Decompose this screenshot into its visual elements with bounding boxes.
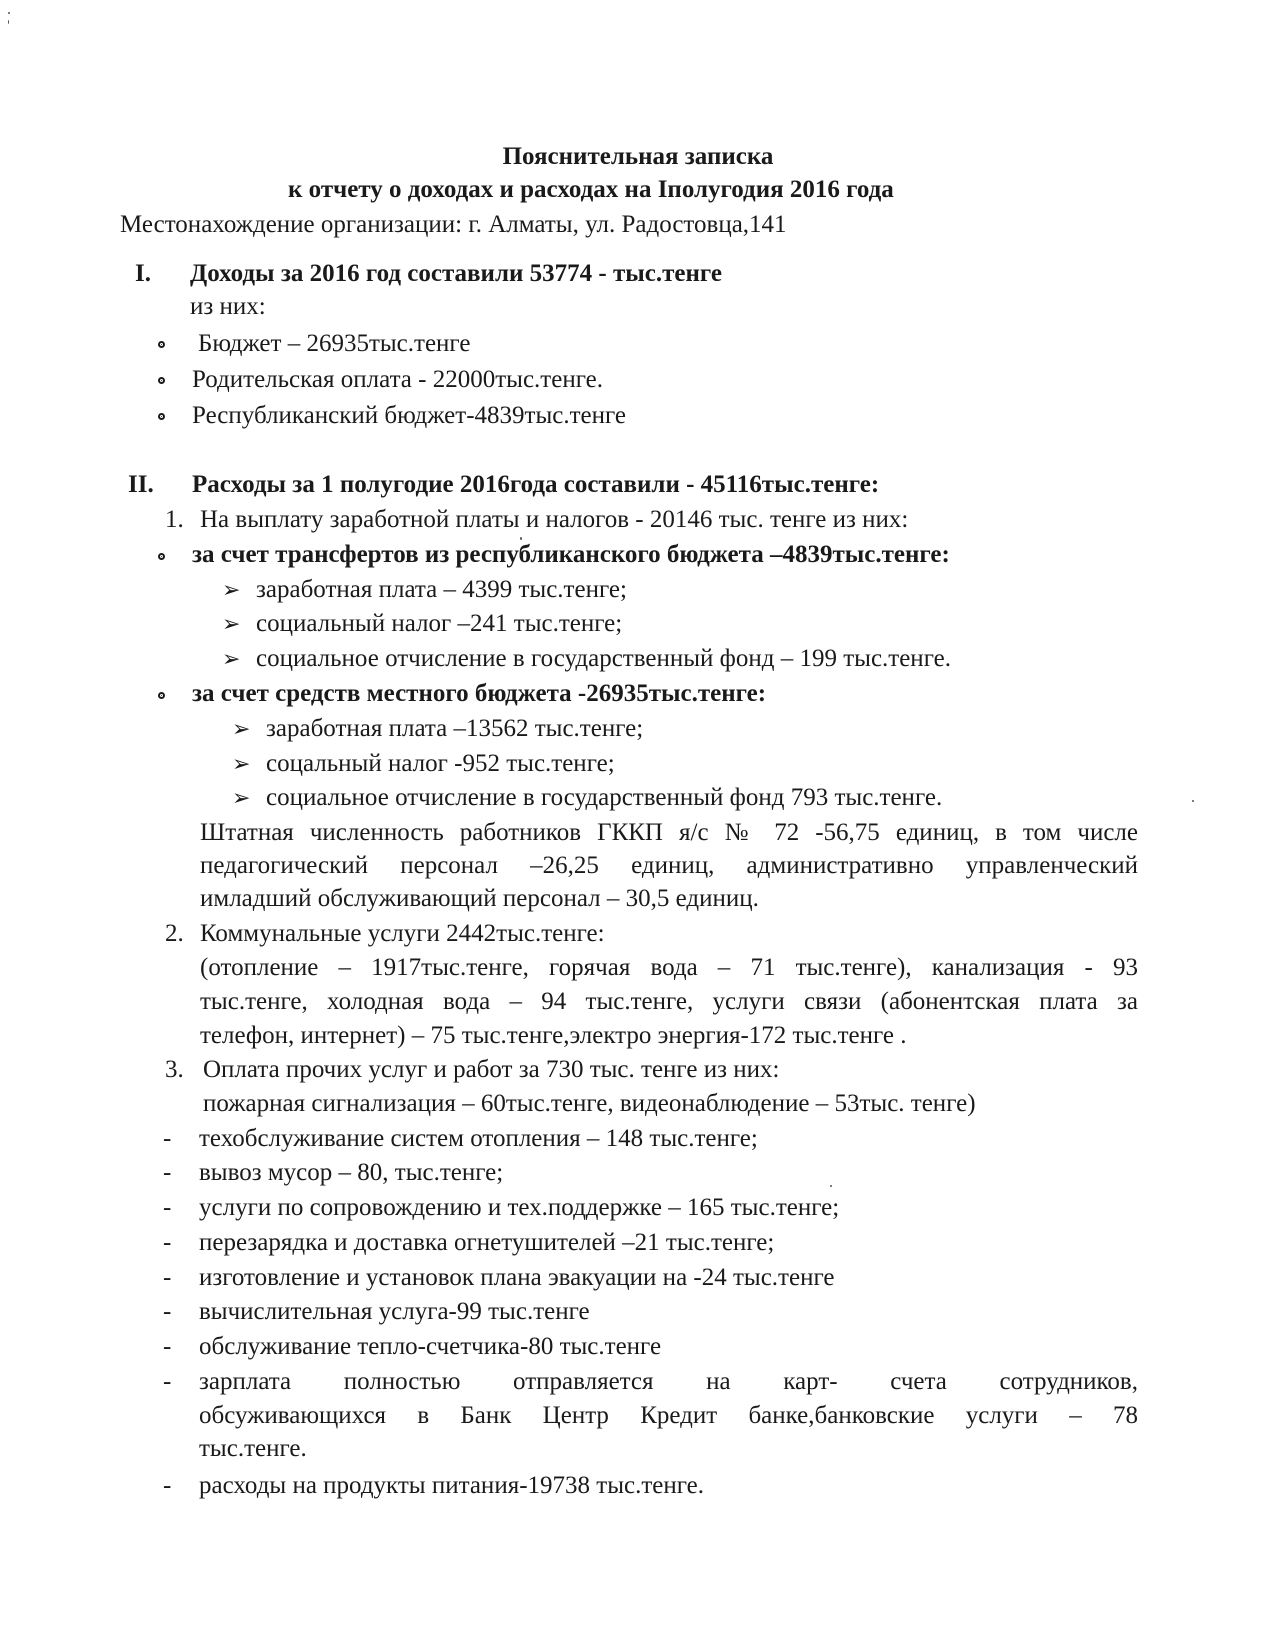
dash-bullet: - [163, 1472, 172, 1499]
circle-bullet-icon [158, 553, 165, 560]
dash-bullet: - [163, 1333, 172, 1360]
local-item: соцальный налог -952 тыс.тенге; [266, 750, 615, 777]
utilities-line: (отопление – 1917тыс.тенге, горячая вода – 71 тыс.тенге), канализация - 93 [200, 954, 1138, 981]
service-item: перезарядка и доставка огнетушителей –21 тыс.тенге; [199, 1229, 775, 1256]
section2-number: II. [128, 471, 154, 498]
salary-line: зарплата полностью отправляется на карт- счета сотрудников, [199, 1368, 1138, 1395]
point2-text: Коммунальные услуги 2442тыс.тенге: [200, 920, 605, 947]
point1-text: На выплату заработной платы и налогов - 20146 тыс. тенге из них: [200, 506, 909, 533]
point2-number: 2. [165, 920, 184, 947]
staff-line: имладший обслуживающий персонал – 30,5 единиц. [200, 885, 759, 912]
service-item: техобслуживание систем отопления – 148 тыс.тенге; [199, 1125, 758, 1152]
food-expense-item: расходы на продукты питания-19738 тыс.тенге. [199, 1472, 705, 1499]
arrow-bullet-icon: ➢ [232, 716, 251, 741]
salary-line: обсуживающихся в Банк Центр Кредит банке,банковские услуги – 78 [199, 1402, 1138, 1429]
location-line: Местонахождение организации: г. Алматы, ул. Радостовца,141 [120, 211, 787, 238]
income-item: Бюджет – 26935тыс.тенге [198, 330, 471, 357]
point1-number: 1. [165, 506, 184, 533]
local-heading: за счет средств местного бюджета -26935тыс.тенге: [192, 680, 767, 707]
service-item: изготовление и установок плана эвакуации на -24 тыс.тенге [199, 1264, 835, 1291]
dash-bullet: - [163, 1229, 172, 1256]
local-item: заработная плата –13562 тыс.тенге; [266, 715, 644, 742]
circle-bullet-icon [158, 377, 165, 384]
page-title: Пояснительная записка [502, 143, 774, 170]
staff-line: Штатная численность работников ГККП я/с № 72 -56,75 единиц, в том числе [200, 819, 1138, 846]
point3-text: Оплата прочих услуг и работ за 730 тыс. тенге из них: [203, 1056, 780, 1083]
scan-speck [8, 12, 10, 14]
dash-bullet: - [163, 1194, 172, 1221]
dash-bullet: - [163, 1264, 172, 1291]
utilities-line: телефон, интернет) – 75 тыс.тенге,электро энергия-172 тыс.тенге . [200, 1022, 907, 1049]
arrow-bullet-icon: ➢ [222, 646, 241, 671]
circle-bullet-icon [158, 341, 165, 348]
transfer-item: социальное отчисление в государственный фонд – 199 тыс.тенге. [256, 645, 951, 672]
transfer-heading: за счет трансфертов из республиканского бюджета –4839тыс.тенге: [192, 541, 950, 568]
transfer-item: социальный налог –241 тыс.тенге; [256, 610, 623, 637]
section1-subheading: из них: [190, 293, 266, 320]
service-item: обслуживание тепло-счетчика-80 тыс.тенге [199, 1333, 662, 1360]
arrow-bullet-icon: ➢ [222, 577, 241, 602]
section2-heading: Расходы за 1 полугодие 2016года составили - 45116тыс.тенге: [192, 471, 880, 498]
point3-number: 3. [165, 1056, 184, 1083]
utilities-line: тыс.тенге, холодная вода – 94 тыс.тенге, услуги связи (абонентская плата за [200, 988, 1138, 1015]
section1-heading: Доходы за 2016 год составили 53774 - тыс.тенге [190, 260, 723, 287]
income-item: Республиканский бюджет-4839тыс.тенге [192, 402, 627, 429]
staff-line: педагогический персонал –26,25 единиц, административно управленческий [200, 852, 1138, 879]
scan-speck [1192, 800, 1194, 802]
scan-speck [830, 1185, 832, 1187]
salary-line: тыс.тенге. [199, 1435, 307, 1462]
local-item: социальное отчисление в государственный фонд 793 тыс.тенге. [266, 784, 943, 811]
dash-bullet: - [163, 1159, 172, 1186]
service-item: услуги по сопровождению и тех.поддержке – 165 тыс.тенге; [199, 1194, 840, 1221]
circle-bullet-icon [158, 692, 165, 699]
service-item: вывоз мусор – 80, тыс.тенге; [199, 1159, 504, 1186]
income-item: Родительская оплата - 22000тыс.тенге. [192, 366, 603, 393]
arrow-bullet-icon: ➢ [232, 751, 251, 776]
scan-speck [8, 20, 9, 24]
transfer-item: заработная плата – 4399 тыс.тенге; [256, 576, 627, 603]
page-subtitle: к отчету о доходах и расходах на Iполугодия 2016 года [288, 176, 894, 203]
dash-bullet: - [163, 1125, 172, 1152]
arrow-bullet-icon: ➢ [222, 611, 241, 636]
point3-subtext: пожарная сигнализация – 60тыс.тенге, видеонаблюдение – 53тыс. тенге) [203, 1090, 976, 1117]
dash-bullet: - [163, 1368, 172, 1395]
circle-bullet-icon [158, 413, 165, 420]
dash-bullet: - [163, 1298, 172, 1325]
section1-number: I. [135, 260, 151, 287]
service-item: вычислительная услуга-99 тыс.тенге [199, 1298, 590, 1325]
arrow-bullet-icon: ➢ [232, 785, 251, 810]
